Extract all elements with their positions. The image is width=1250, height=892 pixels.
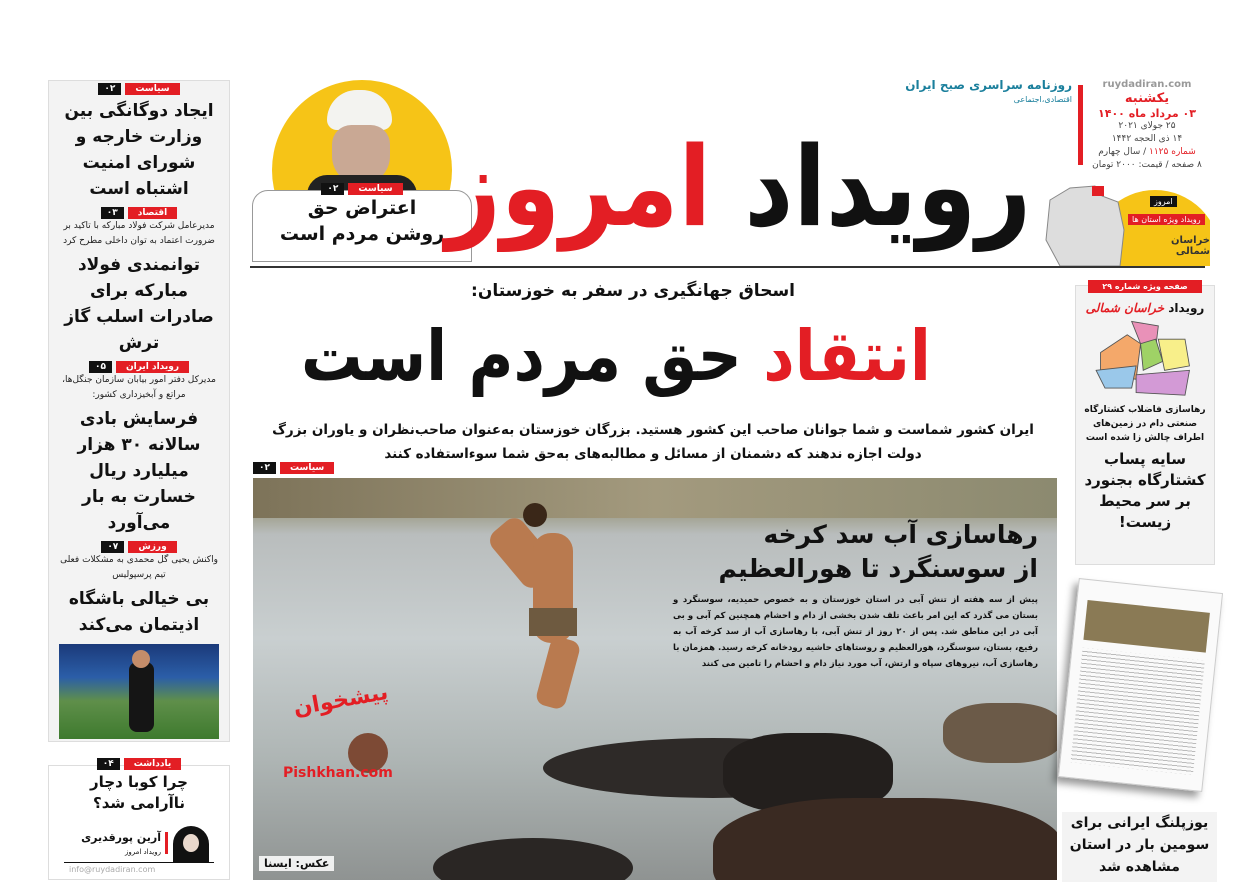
newspaper-logo: رویداد امروز	[445, 123, 1032, 251]
iran-map-icon	[1040, 180, 1130, 266]
main-lead: ایران کشور شماست و شما جوانان صاحب این کشور هستید. بزرگان خوزستان به‌عنوان صاحب‌نظران و یاوران بزرگ دولت اجازه ندهند که دشمنان از مسائل و مطالبه‌های به‌حق شما سوءاستفاده کنند	[272, 422, 1034, 462]
main-kicker: اسحاق جهانگیری در سفر به خوزستان:	[471, 281, 795, 301]
tagline: روزنامه سراسری صبح ایران	[905, 78, 1072, 92]
opinion-box[interactable]: یادداشت ۰۴ چرا کوبا دچار ناآرامی شد؟ آرین پورقدیری رویداد امروز info@ruydadiran.com	[48, 765, 230, 880]
watermark: پیشخوان	[291, 679, 391, 722]
main-photo: پیشخوان Pishkhan.com عکس: ایسنا رهاسازی آب سد کرخه از سوسنگرد تا هورالعظیم پیش از سه هفته از تنش آبی در استان خوزستان و به خصوص حمیدیه، سوسنگرد و بستان می گذرد که این امر باعث تلف شدن بخشی از دام و احشام همچنین کم آبی و بی آبی در این مناطق شد. پس از ۲۰ روز از تنش آبی، با رهاسازی آب از سد کرخه آب به رفیع، بستان، سوسنگرد، هورالعظیم و روستاهای حاشیه رودخانه کرخه رسید. همزمان با رهاسازی آب، نیروهای سپاه و ارتش، آب مورد نیاز دام و احشام را تامین می کنند	[253, 478, 1057, 880]
website[interactable]: ruydadiran.com	[1102, 79, 1192, 90]
left-story[interactable]: رویداد ایران ۰۵ مدیرکل دفتر امور بیابان سازمان جنگل‌ها، مراتع و آبخیزداری کشور: فرسایش بادی سالانه ۳۰ هزار میلیارد ریال خسارت به بار می‌آورد	[62, 362, 216, 533]
date-gregorian: ۲۵ جولای ۲۰۲۱	[1118, 121, 1176, 131]
top-story-headline: اعتراض حق روشن مردم است	[279, 197, 445, 245]
masthead-tagline-block	[900, 78, 1072, 104]
photo-credit: عکس: ایسنا	[259, 856, 334, 871]
main-tag: سیاست ۰۲	[253, 462, 334, 474]
weekday: یکشنبه	[1124, 91, 1170, 106]
issue-number: شماره ۱۱۲۵ / سال چهارم	[1098, 147, 1196, 157]
author-name: آرین پورقدیری	[81, 831, 161, 844]
top-story[interactable]: سیاست ۰۲ اعتراض حق روشن مردم است	[252, 190, 472, 262]
special-page-thumbnail[interactable]	[1058, 578, 1223, 792]
masthead-accent-bar	[1078, 85, 1083, 165]
bottom-right-story[interactable]: یوزپلنگ ایرانی برای سومین بار در استان مشاهده شد	[1062, 812, 1217, 882]
opinion-headline: چرا کوبا دچار ناآرامی شد؟	[90, 773, 188, 812]
left-story[interactable]: ورزش ۰۷ واکنش یحیی گل محمدی به مشکلات فعلی تیم پرسپولیس بی خیالی باشگاه اذیتمان می‌کند	[60, 542, 218, 635]
pages-price: ۸ صفحه / قیمت: ۲۰۰۰ تومان	[1092, 160, 1202, 170]
province-map	[1085, 317, 1205, 397]
right-column[interactable]: صفحه ویژه شماره ۲۹ رویداد خراسان شمالی رهاسازی فاضلاب کشتارگاه صنعتی دام در زمین‌های اطراف چالش زا شده است سایه پساب کشتارگاه بجنورد بر سر محیط زیست!	[1075, 285, 1215, 565]
left-story[interactable]: اقتصاد ۰۳ مدیرعامل شرکت فولاد مبارکه با تاکید بر ضرورت اعتماد به توان داخلی مطرح کرد توانمندی فولاد مبارکه برای صادرات اسلب گاز ترش	[63, 208, 215, 353]
left-story[interactable]: سیاست ۰۲ ایجاد دوگانگی بین وزارت خارجه و شورای امنیت اشتباه است	[64, 84, 214, 199]
date-hijri: ۱۴ ذی الحجه ۱۴۴۲	[1111, 134, 1183, 144]
photo-story[interactable]: رهاسازی آب سد کرخه از سوسنگرد تا هورالعظیم پیش از سه هفته از تنش آبی در استان خوزستان و به خصوص حمیدیه، سوسنگرد و بستان می گذرد که این امر باعث تلف شدن بخشی از دام و احشام همچنین کم آبی و بی آبی در این مناطق شد. پس از ۲۰ روز از تنش آبی، با رهاسازی آب از سد کرخه آب به رفیع، بستان، سوسنگرد، هورالعظیم و روستاهای حاشیه رودخانه کرخه رسید. همزمان با رهاسازی آب، نیروهای سپاه و ارتش، آب مورد نیاز دام و احشام را تامین می کنند	[673, 520, 1038, 669]
main-headline[interactable]: انتقاد حق مردم است	[300, 315, 931, 397]
issue-info	[1088, 78, 1206, 172]
subtagline: اقتصادی،اجتماعی	[1013, 95, 1072, 104]
masthead-rule	[250, 266, 1205, 268]
date-persian: ۰۳ مرداد ماه ۱۴۰۰	[1098, 107, 1196, 120]
left-column	[48, 80, 230, 742]
province-map-badge: امروز رویداد ویژه استان ها خراسان شمالی	[1040, 180, 1210, 266]
author-photo	[173, 826, 209, 862]
sports-photo	[59, 644, 219, 739]
email-link[interactable]: info@ruydadiran.com	[69, 865, 156, 874]
